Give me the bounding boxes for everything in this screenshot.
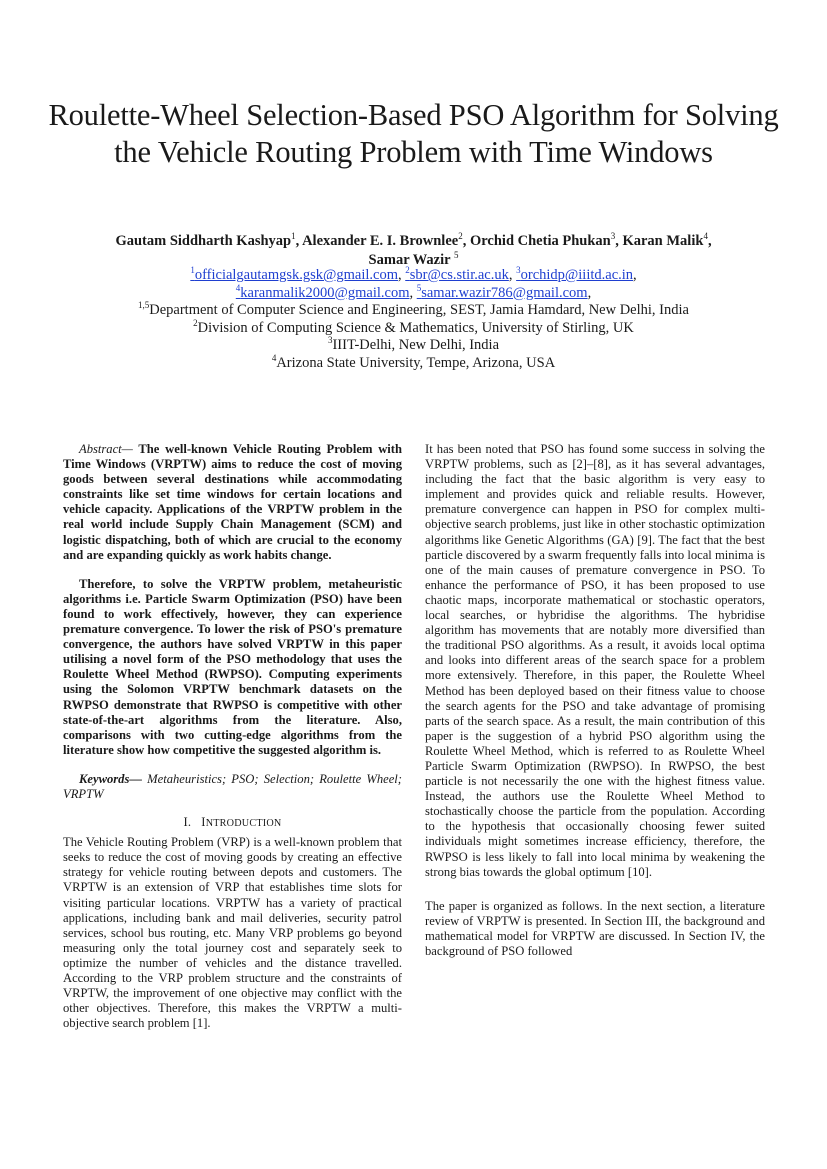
abstract-paragraph: Abstract— The well-known Vehicle Routing Problem with Time Windows (VRPTW) aims to reduce the cost of moving goods between several destinations while accommodating constraints like set time windows for certain locations and vehicle capacity. Applications of the VRPTW problem in the real world include Supply Chain Management (SCM) and logistic dispatching, both of which are crucial to the economy and are expanding quickly as work habits change. xyxy=(63,442,402,562)
keywords: Keywords— Metaheuristics; PSO; Selection; Roulette Wheel; VRPTW xyxy=(63,771,402,801)
left-column xyxy=(63,442,402,1031)
keywords-label: Keywords— xyxy=(79,771,142,786)
author-name: Gautam Siddharth Kashyap xyxy=(115,233,292,249)
affiliation: $^{1,5}$Department of Computer Science and Engineering, SEST, Jamia Hamdard, New Delhi, India xyxy=(138,300,689,318)
body-paragraph: It has been noted that PSO has found some success in solving the VRPTW problems, such as [2]–[8], as it has several advantages, including the fact that the basic algorithm is very easy to implement and provides quick and reliable results. However, premature convergence can happen in PSO for complex multi-objective search problems, just like in other stochastic optimization algorithms like Genetic Algorithms (GA) [9]. The fact that the best particle discovered by a swarm frequently falls into local minima is one of the main causes of premature convergence in PSO. To enhance the performance of PSO, it has been proposed to use chaotic maps, incorporate mathematical or stochastic operators, local searches, or hybridise the algorithms. The hybridise algorithm has movements that are notably more diversified than the traditional PSO algorithms. As a result, it avoids local optima and looks into different areas of the search space for a problem more extensively. Therefore, in this paper, the Roulette Wheel Method has been deployed based on their fitness value to choose the search agents for the PSO and take advantage of promising parts of the search space. As a result, the main contribution of this paper is the suggestion of a hybrid PSO algorithm using the Roulette Wheel Method, which is referred to as Roulette Wheel Particle Swarm Optimization (RWPSO). In RWPSO, the best particle is not necessarily the one with the highest fitness value. Instead, the authors use the Roulette Wheel Method to stochastically choose the particle from the population. According to the hypothesis that occasionally choosing fewer suited individuals might sometimes increase efficiency, therefore, the RWPSO is less likely to fall into local minima by weakening the strong bias towards the global optimum [10]. xyxy=(425,442,765,879)
affiliations xyxy=(60,302,767,372)
body-paragraph: The paper is organized as follows. In the next section, a literature review of VRPTW is presented. In Section III, the background and mathematical model for VRPTW are discussed. In Section IV, the background of PSO followed xyxy=(425,898,765,958)
right-column xyxy=(425,442,765,959)
affiliation: $^3$IIIT-Delhi, New Delhi, India xyxy=(327,335,500,353)
author-name: Karan Malik xyxy=(622,233,704,249)
email-link[interactable]: $^2$sbr@cs.stir.ac.uk xyxy=(405,265,509,283)
author-emails: $^1$officialgautamgsk.gsk@gmail.com, $^2$sbr@cs.stir.ac.uk, $^3$orchidp@iiitd.ac.in, $^4$karanmalik2000@gmail.com, $^5$samar.wazir786@gmail.com, xyxy=(190,265,637,301)
author-list: Gautam Siddharth Kashyap$^1$, Alexander E. I. Brownlee$^2$, Orchid Chetia Phukan$^3$, Karan Malik$^4$, Samar Wazir $^5$ xyxy=(115,231,712,268)
email-link[interactable]: $^3$orchidp@iiitd.ac.in xyxy=(516,265,634,283)
affiliation: $^2$Division of Computing Science & Mathematics, University of Stirling, UK xyxy=(193,317,634,336)
author-name: Orchid Chetia Phukan xyxy=(469,233,611,249)
body-paragraph: The Vehicle Routing Problem (VRP) is a well-known problem that seeks to reduce the cost of moving goods by creating an effective strategy for vehicle routing between depots and customers. The VRPTW is an extension of VRP that establishes time slots for visiting particular locations. VRPTW has a variety of practical applications, including bank and mail deliveries, security patrol services, school bus routing, etc. Many VRP problems go beyond measuring only the total journey cost and separately seek to optimize the number of vehicles and the distance travelled. According to the VRP problem structure and the constraints of VRPTW, the improvement of one objective may conflict with the other objectives. Therefore, this makes the VRPTW a multi-objective search problem [1]. xyxy=(63,835,402,1031)
author-name: Samar Wazir xyxy=(368,252,451,268)
email-link[interactable]: $^4$karanmalik2000@gmail.com xyxy=(235,282,410,301)
email-link[interactable]: $^1$officialgautamgsk.gsk@gmail.com xyxy=(190,265,398,283)
paper-title: Roulette-Wheel Selection-Based PSO Algorithm for Solving the Vehicle Routing Problem with Time Windows xyxy=(48,98,779,169)
email-link[interactable]: $^5$samar.wazir786@gmail.com xyxy=(416,282,588,301)
affiliation: $^4$Arizona State University, Tempe, Arizona, USA xyxy=(271,352,556,371)
section-heading-introduction: I. INTRODUCTION xyxy=(183,815,282,830)
author-name: Alexander E. I. Brownlee xyxy=(302,233,459,249)
abstract-paragraph: Therefore, to solve the VRPTW problem, metaheuristic algorithms i.e. Particle Swarm Optimization (PSO) have been found to work effectively, however, they can experience premature convergence. To lower the risk of PSO's premature convergence, the authors have solved VRPTW in this paper utilising a novel form of the PSO methodology that uses the Roulette Wheel Method (RWPSO). Computing experiments using the Solomon VRPTW benchmark datasets on the RWPSO demonstrate that RWPSO is competitive with other state-of-the-art algorithms from the literature. Also, comparisons with two cutting-edge algorithms from the literature show how competitive the suggested algorithm is. xyxy=(63,576,402,757)
abstract-label: Abstract— xyxy=(79,442,133,456)
